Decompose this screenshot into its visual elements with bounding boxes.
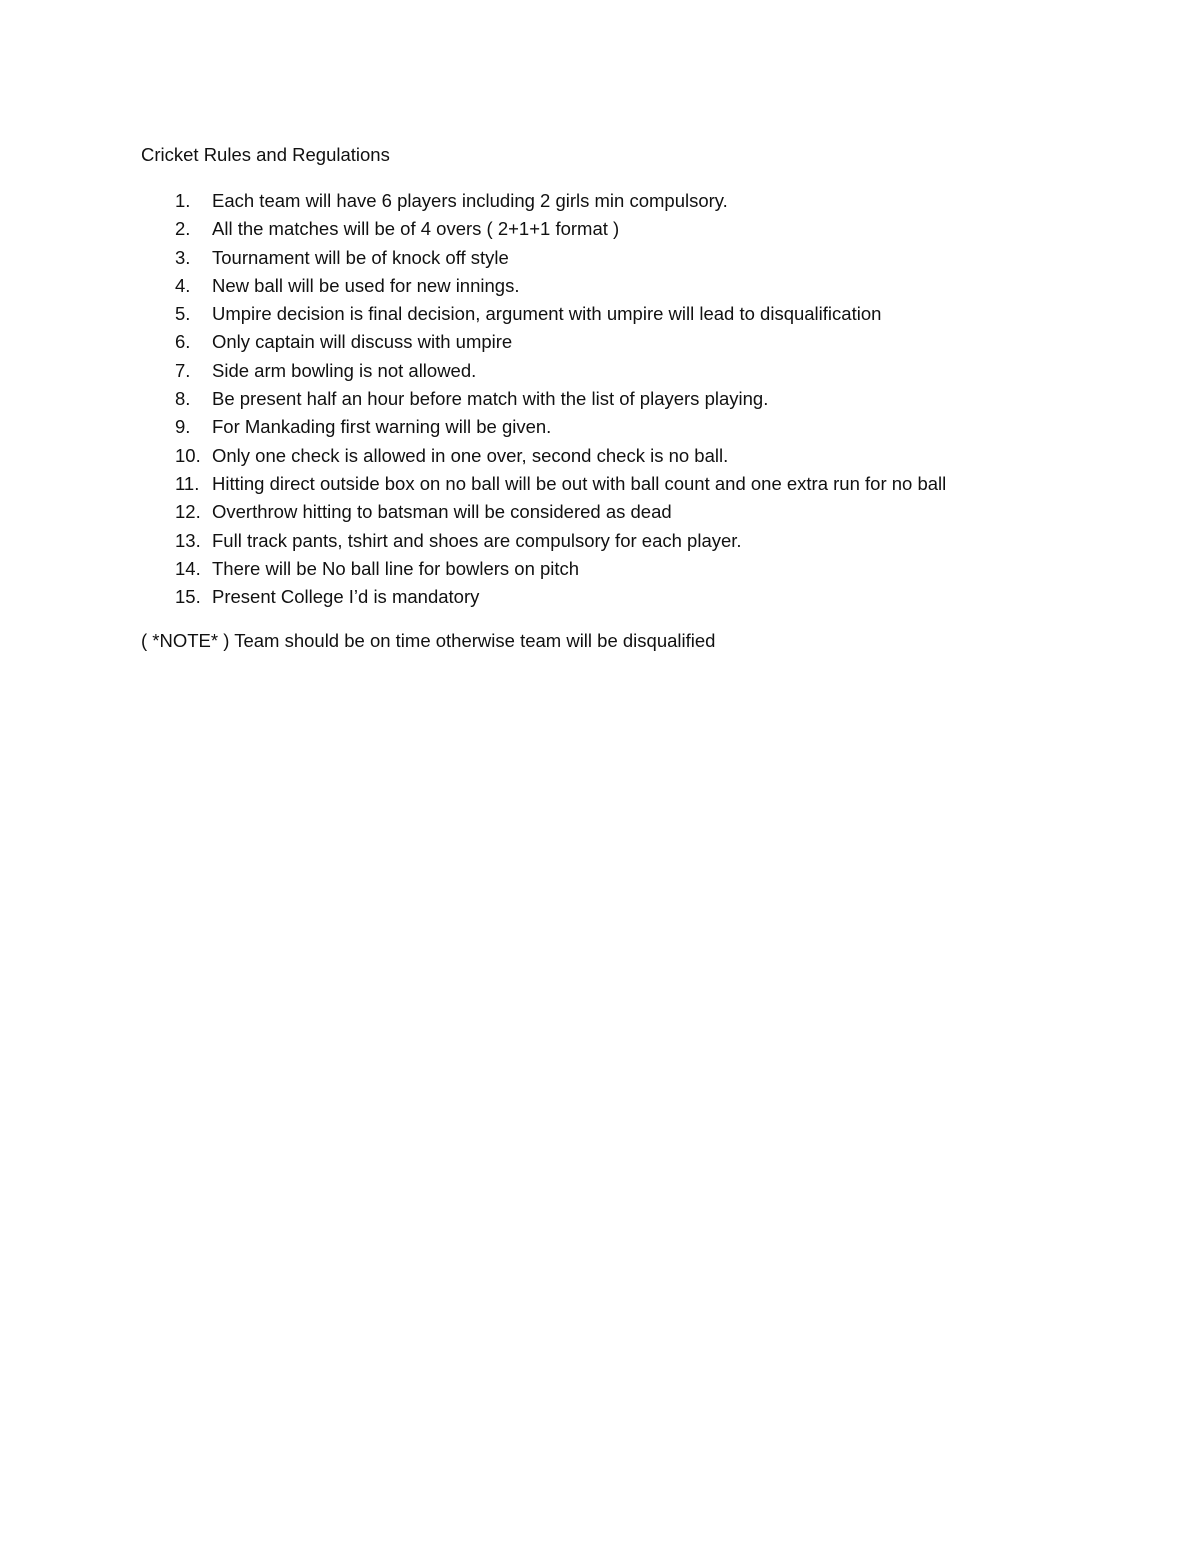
list-item xyxy=(141,555,946,583)
note-text: ( *NOTE* ) Team should be on time otherwise team will be disqualified xyxy=(141,630,716,651)
rule-text: Full track pants, tshirt and shoes are compulsory for each player. xyxy=(212,529,742,551)
rule-text: For Mankading first warning will be given. xyxy=(212,416,552,438)
rule-text: Hitting direct outside box on no ball will be out with ball count and one extra run for no ball xyxy=(212,472,947,494)
rule-number: 6. xyxy=(175,331,191,353)
list-item xyxy=(141,583,946,611)
list-item xyxy=(141,385,946,413)
rule-text: Present College I’d is mandatory xyxy=(212,586,480,608)
rule-number: 5. xyxy=(175,303,191,325)
rule-number: 15. xyxy=(175,586,201,608)
document-title: Cricket Rules and Regulations xyxy=(141,144,390,165)
rule-number: 14. xyxy=(175,557,201,579)
list-item xyxy=(141,442,946,470)
list-item xyxy=(141,215,946,243)
rule-number: 7. xyxy=(175,359,191,381)
rule-text: Side arm bowling is not allowed. xyxy=(212,359,477,381)
list-item xyxy=(141,357,946,385)
rule-number: 12. xyxy=(175,501,201,523)
list-item xyxy=(141,470,946,498)
list-item xyxy=(141,244,946,272)
rule-text: Tournament will be of knock off style xyxy=(212,246,509,268)
list-item xyxy=(141,498,946,526)
list-item xyxy=(141,413,946,441)
rule-text: All the matches will be of 4 overs ( 2+1+1 format ) xyxy=(212,218,620,240)
rule-text: Be present half an hour before match with the list of players playing. xyxy=(212,388,769,410)
rule-number: 8. xyxy=(175,388,191,410)
rule-number: 1. xyxy=(175,190,191,211)
rule-number: 2. xyxy=(175,218,191,240)
rule-number: 10. xyxy=(175,444,201,466)
list-item xyxy=(141,527,946,555)
rule-text: New ball will be used for new innings. xyxy=(212,274,520,296)
list-item xyxy=(141,187,946,215)
rule-text: Overthrow hitting to batsman will be considered as dead xyxy=(212,501,672,523)
rule-number: 11. xyxy=(175,472,200,494)
list-item xyxy=(141,272,946,300)
rule-text: Only captain will discuss with umpire xyxy=(212,331,513,353)
rule-number: 13. xyxy=(175,529,201,551)
rule-text: Only one check is allowed in one over, second check is no ball. xyxy=(212,444,729,466)
list-item xyxy=(141,328,946,356)
rule-number: 3. xyxy=(175,246,191,268)
rule-number: 4. xyxy=(175,274,191,296)
rule-number: 9. xyxy=(175,416,191,438)
list-item xyxy=(141,300,946,328)
rules-list xyxy=(141,187,946,611)
rule-text: Each team will have 6 players including 2 girls min compulsory. xyxy=(212,190,728,211)
rule-text: Umpire decision is final decision, argument with umpire will lead to disqualification xyxy=(212,303,882,325)
rule-text: There will be No ball line for bowlers on pitch xyxy=(212,557,580,579)
